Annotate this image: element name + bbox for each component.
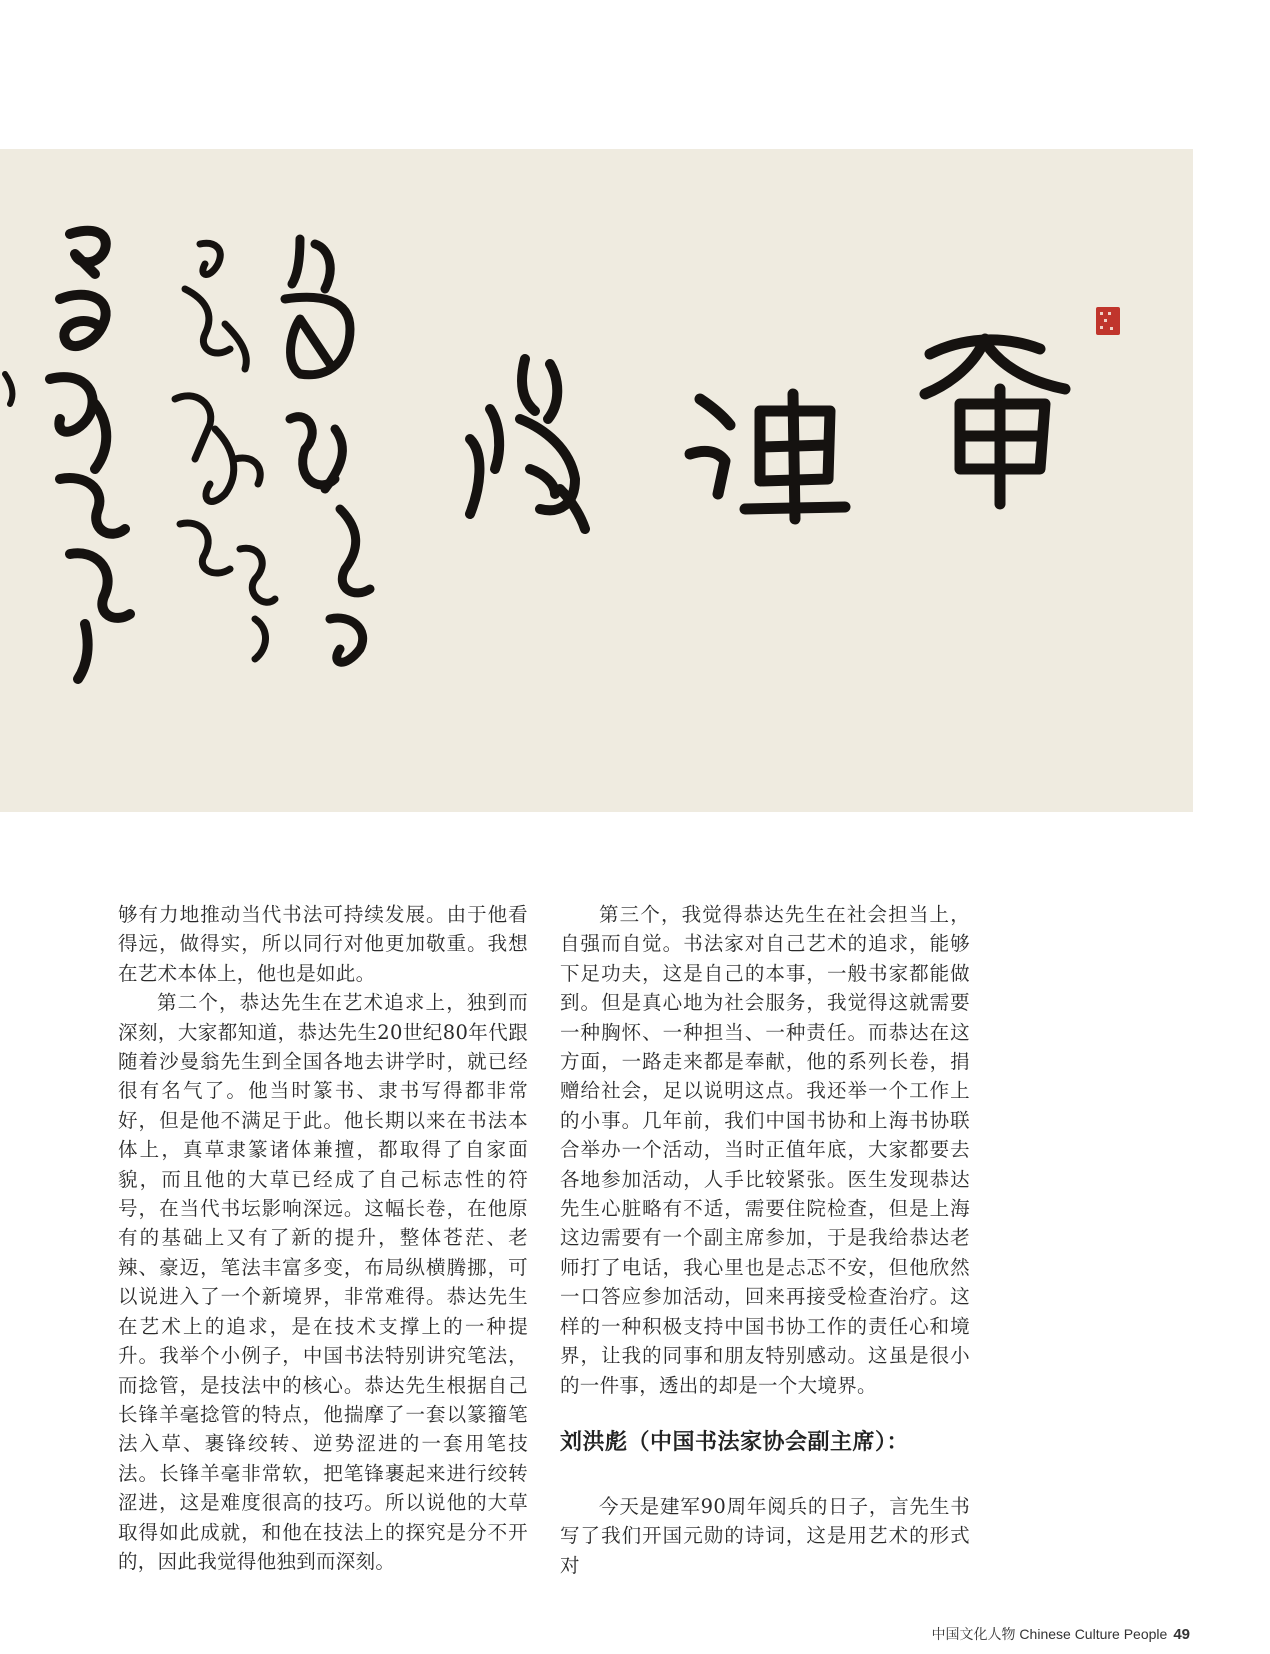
publication-name: 中国文化人物 Chinese Culture People	[931, 1626, 1168, 1642]
body-paragraph: 够有力地推动当代书法可持续发展。由于他看得远，做得实，所以同行对他更加敬重。我想在艺术本体上，他也是如此。	[118, 903, 528, 985]
cursive-column-3	[50, 231, 130, 679]
cursive-column-1	[285, 239, 370, 662]
body-paragraph: 第二个，恭达先生在艺术追求上，独到而深刻，大家都知道，恭达先生20世纪80年代跟随着沙曼翁先生到全国各地去讲学时，就已经很有名气了。他当时篆书、隶书写得都非常好，但是他不满足于此。他长期以来在书法本体上，真草隶篆诸体兼擅，都取得了自家面貌，而且他的大草已经成了自己标志性的符号，在当代书坛影响深远。这幅长卷，在他原有的基础上又有了新的提升，整体苍茫、老辣、豪迈，笔法丰富多变，布局纵横腾挪，可以说进入了一个新境界，非常难得。恭达先生在艺术上的追求，是在技术支撑上的一种提升。我举个小例子，中国书法特别讲究笔法，而捻管，是技法中的核心。恭达先生根据自己长锋羊毫捻管的特点，他揣摩了一套以篆籀笔法入草、裹锋绞转、逆势涩进的一套用笔技法。长锋羊毫非常软，把笔锋裹起来进行绞转涩进，这是难度很高的技巧。所以说他的大草取得如此成就，和他在技法上的探究是分不开的，因此我觉得他独到而深刻。	[118, 991, 528, 1573]
page-number: 49	[1173, 1626, 1190, 1643]
page-footer	[932, 1624, 1190, 1644]
article-right-column	[560, 900, 970, 1580]
calligraphy-strokes	[0, 149, 1193, 812]
seal-script-character-3	[470, 359, 585, 529]
calligraphy-artwork	[0, 149, 1193, 812]
speaker-heading: 刘洪彪（中国书法家协会副主席）：	[560, 1429, 910, 1455]
red-seal-stamp	[1096, 307, 1120, 335]
seal-script-character-1	[925, 339, 1065, 504]
body-paragraph: 第三个，我觉得恭达先生在社会担当上，自强而自觉。书法家对自己艺术的追求，能够下足功夫，这是自己的本事，一般书家都能做到。但是真心地为社会服务，我觉得这就需要一种胸怀、一种担当、一种责任。而恭达在这方面，一路走来都是奉献，他的系列长卷，捐赠给社会，足以说明这点。我还举一个工作上的小事。几年前，我们中国书协和上海书协联合举办一个活动，当时正值年底，大家都要去各地参加活动，人手比较紧张。医生发现恭达先生心脏略有不适，需要住院检查，但是上海这边需要有一个副主席参加，于是我给恭达老师打了电话，我心里也是忐忑不安，但他欣然一口答应参加活动，回来再接受检查治疗。这样的一种积极支持中国书协工作的责任心和境界，让我的同事和朋友特别感动。这虽是很小的一件事，透出的却是一个大境界。	[560, 903, 970, 1397]
article-left-column	[118, 900, 528, 1576]
seal-script-character-2	[690, 394, 845, 519]
body-paragraph: 今天是建军90周年阅兵的日子，言先生书写了我们开国元勋的诗词，这是用艺术的形式对	[560, 1494, 970, 1577]
cursive-column-2	[175, 243, 275, 659]
partial-stroke-left-edge	[5, 374, 12, 404]
